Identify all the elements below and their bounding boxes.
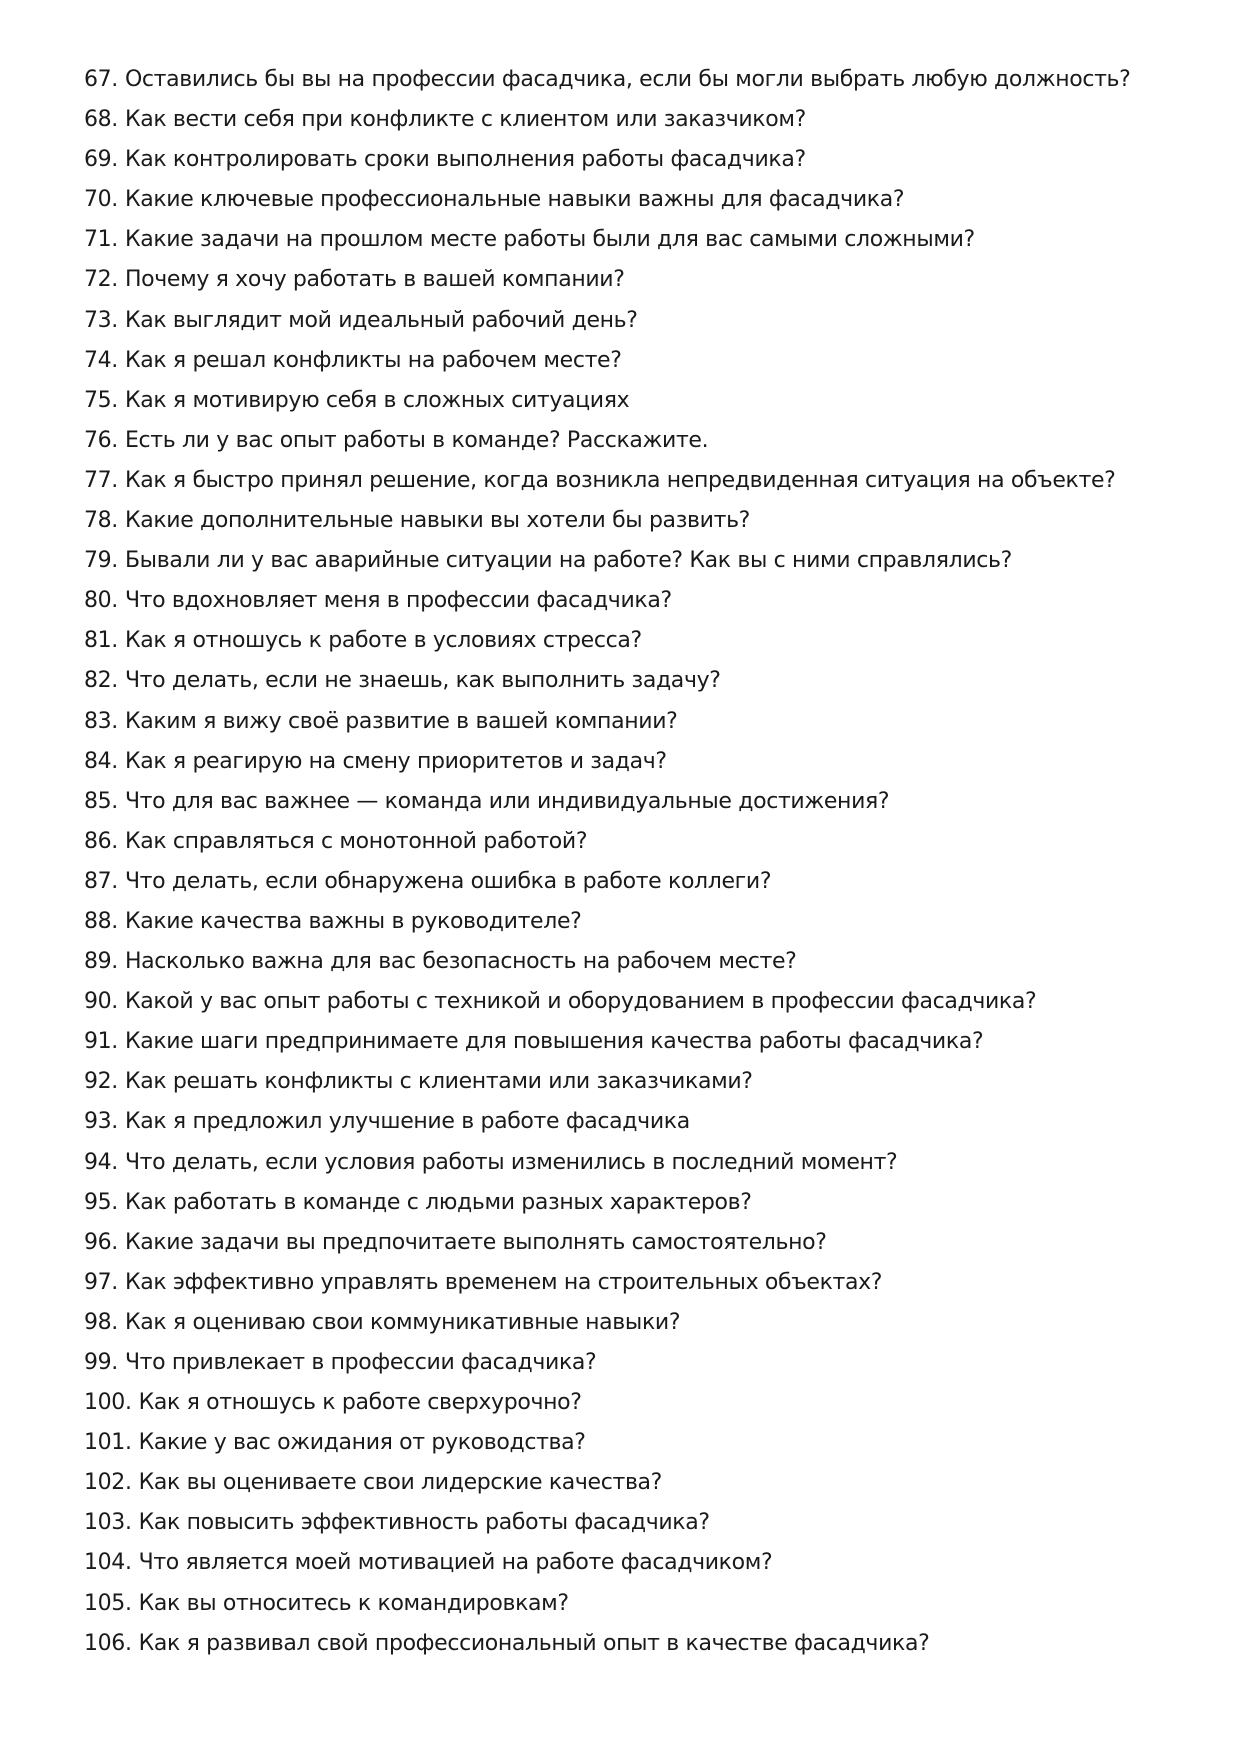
question-text: Как я мотивирую себя в сложных ситуациях: [124, 387, 630, 413]
question-item: [84, 421, 1184, 461]
question-item: [84, 260, 1184, 300]
question-number: 70.: [84, 187, 118, 213]
question-number: 104.: [84, 1550, 132, 1576]
question-number: 86.: [84, 828, 118, 854]
question-item: [84, 1463, 1184, 1503]
question-number: 68.: [84, 107, 118, 133]
question-text: Как эффективно управлять временем на строительных объектах?: [124, 1269, 883, 1295]
question-item: [84, 1062, 1184, 1102]
question-item: [84, 1223, 1184, 1263]
question-text: Какие задачи на прошлом месте работы были для вас самыми сложными?: [124, 227, 975, 253]
question-text: Как я оцениваю свои коммуникативные навыки?: [124, 1309, 681, 1335]
question-text: Как я отношусь к работе в условиях стресса?: [124, 628, 642, 654]
question-item: [84, 1503, 1184, 1543]
question-number: 96.: [84, 1229, 118, 1255]
question-item: [84, 1584, 1184, 1624]
question-number: 69.: [84, 147, 118, 173]
question-item: [84, 661, 1184, 701]
question-number: 83.: [84, 708, 118, 734]
question-text: Как повысить эффективность работы фасадчика?: [138, 1510, 710, 1536]
question-number: 67.: [84, 67, 118, 92]
question-item: [84, 902, 1184, 942]
question-item: [84, 1543, 1184, 1583]
question-item: [84, 942, 1184, 982]
question-text: Почему я хочу работать в вашей компании?: [124, 267, 625, 293]
question-item: [84, 782, 1184, 822]
question-text: Как решать конфликты с клиентами или заказчиками?: [124, 1069, 753, 1095]
question-number: 94.: [84, 1149, 118, 1175]
question-number: 81.: [84, 628, 118, 654]
question-text: Как справляться с монотонной работой?: [124, 828, 588, 854]
question-number: 93.: [84, 1109, 118, 1135]
question-item: [84, 621, 1184, 661]
question-list: [84, 60, 1184, 1664]
question-number: 97.: [84, 1269, 118, 1295]
question-number: 106.: [84, 1630, 132, 1656]
question-text: Каким я вижу своё развитие в вашей компании?: [124, 708, 678, 734]
question-item: [84, 822, 1184, 862]
question-text: Бывали ли у вас аварийные ситуации на работе? Как вы с ними справлялись?: [124, 548, 1012, 574]
question-item: [84, 180, 1184, 220]
question-text: Какие дополнительные навыки вы хотели бы развить?: [124, 508, 751, 534]
question-number: 95.: [84, 1189, 118, 1215]
question-item: [84, 982, 1184, 1022]
question-number: 88.: [84, 908, 118, 934]
question-text: Оставились бы вы на профессии фасадчика, если бы могли выбрать любую должность?: [124, 67, 1131, 92]
question-text: Как я решал конфликты на рабочем месте?: [124, 347, 622, 373]
question-number: 85.: [84, 788, 118, 814]
question-item: [84, 1624, 1184, 1664]
question-number: 75.: [84, 387, 118, 413]
question-item: [84, 1343, 1184, 1383]
question-text: Какие ключевые профессиональные навыки важны для фасадчика?: [124, 187, 905, 213]
question-item: [84, 1022, 1184, 1062]
question-item: [84, 742, 1184, 782]
question-number: 74.: [84, 347, 118, 373]
question-number: 92.: [84, 1069, 118, 1095]
question-item: [84, 702, 1184, 742]
question-text: Какие шаги предпринимаете для повышения качества работы фасадчика?: [124, 1029, 984, 1055]
question-item: [84, 501, 1184, 541]
question-item: [84, 461, 1184, 501]
question-number: 84.: [84, 748, 118, 774]
question-item: [84, 140, 1184, 180]
question-text: Как я быстро принял решение, когда возникла непредвиденная ситуация на объекте?: [124, 467, 1116, 493]
question-item: [84, 301, 1184, 341]
question-number: 71.: [84, 227, 118, 253]
question-text: Что делать, если не знаешь, как выполнить задачу?: [124, 668, 721, 694]
question-text: Что делать, если обнаружена ошибка в работе коллеги?: [124, 868, 772, 894]
question-number: 87.: [84, 868, 118, 894]
question-item: [84, 1102, 1184, 1142]
question-text: Что для вас важнее — команда или индивидуальные достижения?: [124, 788, 890, 814]
question-number: 98.: [84, 1309, 118, 1335]
question-text: Как я реагирую на смену приоритетов и задач?: [124, 748, 667, 774]
question-text: Какие задачи вы предпочитаете выполнять самостоятельно?: [124, 1229, 827, 1255]
question-number: 73.: [84, 307, 118, 333]
question-number: 89.: [84, 949, 118, 975]
question-item: [84, 341, 1184, 381]
question-text: Насколько важна для вас безопасность на рабочем месте?: [124, 949, 797, 975]
question-number: 99.: [84, 1350, 118, 1375]
question-item: [84, 541, 1184, 581]
question-item: [84, 1423, 1184, 1463]
question-text: Какие качества важны в руководителе?: [124, 908, 582, 934]
question-number: 77.: [84, 467, 118, 493]
question-text: Какие у вас ожидания от руководства?: [138, 1430, 586, 1456]
question-number: 72.: [84, 267, 118, 293]
question-item: [84, 862, 1184, 902]
question-text: Как вести себя при конфликте с клиентом или заказчиком?: [124, 107, 806, 133]
question-number: 90.: [84, 989, 118, 1015]
question-number: 91.: [84, 1029, 118, 1055]
question-item: [84, 220, 1184, 260]
question-text: Как я развивал свой профессиональный опыт в качестве фасадчика?: [138, 1630, 930, 1656]
question-item: [84, 381, 1184, 421]
question-item: [84, 1303, 1184, 1343]
question-text: Как работать в команде с людьми разных характеров?: [124, 1189, 752, 1215]
question-text: Что является моей мотивацией на работе фасадчиком?: [138, 1550, 773, 1576]
question-number: 103.: [84, 1510, 132, 1536]
question-text: Как я предложил улучшение в работе фасадчика: [124, 1109, 690, 1135]
question-item: [84, 581, 1184, 621]
question-text: Что делать, если условия работы изменились в последний момент?: [124, 1149, 898, 1175]
question-item: [84, 1183, 1184, 1223]
question-text: Как вы оцениваете свои лидерские качества?: [138, 1470, 663, 1496]
question-item: [84, 60, 1184, 100]
question-text: Есть ли у вас опыт работы в команде? Расскажите.: [124, 427, 709, 453]
question-item: [84, 100, 1184, 140]
question-number: 102.: [84, 1470, 132, 1496]
question-number: 105.: [84, 1590, 132, 1616]
question-text: Как я отношусь к работе сверхурочно?: [138, 1390, 582, 1416]
question-item: [84, 1263, 1184, 1303]
question-item: [84, 1143, 1184, 1183]
question-text: Как выглядит мой идеальный рабочий день?: [124, 307, 638, 333]
question-text: Как вы относитесь к командировкам?: [138, 1590, 569, 1616]
question-text: Какой у вас опыт работы с техникой и оборудованием в профессии фасадчика?: [124, 989, 1037, 1015]
question-number: 79.: [84, 548, 118, 574]
question-text: Как контролировать сроки выполнения работы фасадчика?: [124, 147, 806, 173]
question-text: Что вдохновляет меня в профессии фасадчика?: [124, 588, 672, 614]
question-item: [84, 1383, 1184, 1423]
question-text: Что привлекает в профессии фасадчика?: [124, 1350, 597, 1375]
question-number: 100.: [84, 1390, 132, 1416]
question-number: 76.: [84, 427, 118, 453]
question-number: 82.: [84, 668, 118, 694]
question-number: 101.: [84, 1430, 132, 1456]
question-number: 80.: [84, 588, 118, 614]
question-number: 78.: [84, 508, 118, 534]
